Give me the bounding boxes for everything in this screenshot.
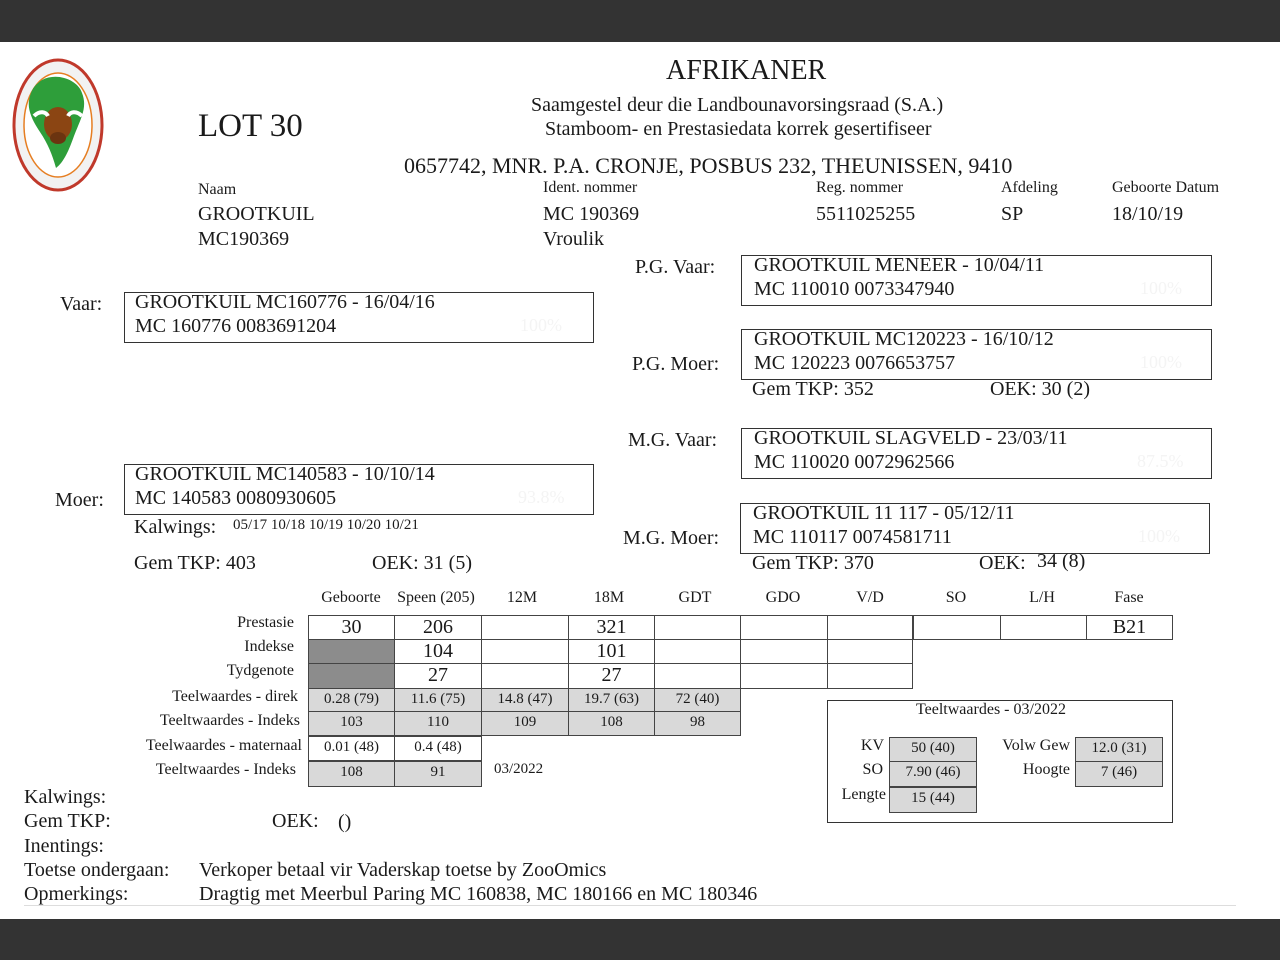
moer-pct: 93.8% bbox=[518, 487, 565, 507]
hdr-geboorte: Geboorte bbox=[321, 589, 381, 606]
mg-vaar-pct: 87.5% bbox=[1137, 451, 1184, 471]
volw-gew-label: Volw Gew bbox=[1002, 737, 1070, 754]
mg-moer-id: MC 110117 0074581711 bbox=[753, 526, 952, 548]
tydgenote-18m: 27 bbox=[568, 663, 655, 689]
moer-kalwings-label: Kalwings: bbox=[134, 516, 217, 538]
pg-vaar-label: P.G. Vaar: bbox=[635, 256, 716, 278]
top-bar bbox=[0, 0, 1280, 42]
footer-oek-label: OEK: bbox=[272, 810, 319, 832]
prestasie-18m: 321 bbox=[568, 615, 655, 640]
tw-maternaal-speen: 0.4 (48) bbox=[394, 736, 482, 761]
hdr-lh: L/H bbox=[1029, 589, 1055, 606]
reg-value: 5511025255 bbox=[816, 203, 916, 225]
subtitle-line2: Stamboom- en Prestasiedata korrek gesertifiseer bbox=[545, 118, 932, 140]
naam-value2: MC190369 bbox=[198, 228, 290, 250]
tw-indeks2-geboorte: 108 bbox=[308, 761, 395, 787]
tw-direk-gdt: 72 (40) bbox=[654, 688, 741, 712]
hdr-so: SO bbox=[945, 589, 967, 606]
prestasie-vd bbox=[827, 615, 913, 640]
so-label: SO bbox=[862, 761, 883, 778]
geboorte-value: 18/10/19 bbox=[1112, 203, 1184, 225]
pg-vaar-id: MC 110010 0073347940 bbox=[754, 278, 955, 300]
footer-opm-value: Dragtig met Meerbul Paring MC 160838, MC 180166 en MC 180346 bbox=[199, 883, 758, 905]
tydgenote-12m bbox=[481, 663, 569, 689]
hdr-12m: 12M bbox=[506, 589, 538, 606]
pg-moer-tkp: Gem TKP: 352 bbox=[752, 378, 874, 400]
pg-moer-label: P.G. Moer: bbox=[632, 353, 720, 375]
indekse-18m: 101 bbox=[568, 639, 655, 664]
pg-moer-name: GROOTKUIL MC120223 - 16/10/12 bbox=[754, 328, 1054, 350]
vaar-box bbox=[124, 292, 594, 343]
footer-toetse-label: Toetse ondergaan: bbox=[24, 859, 170, 881]
hdr-gdt: GDT bbox=[678, 589, 712, 606]
lengte-label: Lengte bbox=[841, 786, 886, 803]
bottom-bar bbox=[0, 919, 1280, 960]
mg-moer-pct: 100% bbox=[1138, 526, 1180, 546]
moer-box bbox=[124, 464, 594, 515]
pg-vaar-name: GROOTKUIL MENEER - 10/04/11 bbox=[754, 254, 1045, 276]
prestasie-lh bbox=[1000, 615, 1087, 640]
tydgenote-vd bbox=[827, 663, 913, 689]
hdr-vd: V/D bbox=[856, 589, 884, 606]
mg-moer-oek: 34 (8) bbox=[1037, 550, 1086, 572]
tw-direk-geboorte: 0.28 (79) bbox=[308, 688, 395, 712]
vaar-label: Vaar: bbox=[60, 293, 103, 315]
reg-label: Reg. nommer bbox=[816, 179, 904, 196]
mg-moer-name: GROOTKUIL 11 117 - 05/12/11 bbox=[753, 502, 1015, 524]
indekse-gdt bbox=[654, 639, 741, 664]
teeltwaardes-box bbox=[827, 700, 1173, 823]
tydgenote-gdt bbox=[654, 663, 741, 689]
indekse-speen: 104 bbox=[394, 639, 482, 664]
kv-value: 50 (40) bbox=[889, 737, 977, 762]
tw-indeks1-speen: 110 bbox=[394, 711, 482, 736]
naam-value: GROOTKUIL bbox=[198, 203, 315, 225]
indekse-gdo bbox=[740, 639, 828, 664]
pg-moer-box bbox=[741, 329, 1212, 380]
vaar-name: GROOTKUIL MC160776 - 16/04/16 bbox=[135, 291, 435, 313]
tw-indeks1-geboorte: 103 bbox=[308, 711, 395, 736]
moer-id: MC 140583 0080930605 bbox=[135, 487, 337, 509]
moer-oek: OEK: 31 (5) bbox=[372, 552, 472, 574]
hdr-gdo: GDO bbox=[765, 589, 801, 606]
owner-line: 0657742, MNR. P.A. CRONJE, POSBUS 232, THEUNISSEN, 9410 bbox=[404, 153, 1013, 178]
prestasie-geboorte: 30 bbox=[308, 615, 395, 640]
mg-moer-oek-label: OEK: bbox=[979, 552, 1026, 574]
mg-moer-tkp: Gem TKP: 370 bbox=[752, 552, 874, 574]
afdeling-value: SP bbox=[1001, 203, 1024, 225]
row-label-tw-maternaal: Teelwaardes - maternaal bbox=[145, 737, 302, 754]
kv-label: KV bbox=[860, 737, 884, 754]
moer-kalwings: 05/17 10/18 10/19 10/20 10/21 bbox=[233, 517, 419, 533]
row-label-tw-indeks1: Teeltwaardes - Indeks bbox=[159, 712, 300, 729]
indekse-vd bbox=[827, 639, 913, 664]
moer-label: Moer: bbox=[55, 489, 104, 511]
so-value: 7.90 (46) bbox=[889, 761, 977, 787]
subtitle-line1: Saamgestel deur die Landbounavorsingsraad (S.A.) bbox=[531, 94, 944, 116]
lot-number: LOT 30 bbox=[198, 108, 303, 144]
sex-value: Vroulik bbox=[543, 228, 605, 250]
moer-tkp: Gem TKP: 403 bbox=[134, 552, 256, 574]
indekse-geboorte bbox=[308, 639, 395, 664]
mg-moer-label: M.G. Moer: bbox=[623, 527, 720, 549]
tw-direk-18m: 19.7 (63) bbox=[568, 688, 655, 712]
volw-gew-value: 12.0 (31) bbox=[1075, 737, 1163, 762]
indekse-12m bbox=[481, 639, 569, 664]
pg-moer-id: MC 120223 0076653757 bbox=[754, 352, 956, 374]
hoogte-value: 7 (46) bbox=[1075, 761, 1163, 787]
afrikaner-logo bbox=[12, 58, 104, 192]
footer-oek-value: () bbox=[338, 811, 352, 833]
naam-label: Naam bbox=[198, 181, 237, 198]
ident-value: MC 190369 bbox=[543, 203, 640, 225]
footer-opm-label: Opmerkings: bbox=[24, 883, 129, 905]
tw-indeks1-18m: 108 bbox=[568, 711, 655, 736]
tydgenote-geboorte bbox=[308, 663, 395, 689]
footer-kalwings: Kalwings: bbox=[24, 786, 107, 808]
lengte-value: 15 (44) bbox=[889, 787, 977, 813]
row-label-indekse: Indekse bbox=[244, 638, 294, 655]
prestasie-gdo bbox=[740, 615, 828, 640]
mg-vaar-box bbox=[741, 428, 1212, 479]
pg-moer-pct: 100% bbox=[1140, 352, 1182, 372]
footer-toetse-value: Verkoper betaal vir Vaderskap toetse by ZooOmics bbox=[199, 859, 607, 881]
hdr-fase: Fase bbox=[1114, 589, 1144, 606]
pg-vaar-pct: 100% bbox=[1140, 278, 1182, 298]
mg-vaar-label: M.G. Vaar: bbox=[628, 429, 718, 451]
mg-vaar-id: MC 110020 0072962566 bbox=[754, 451, 955, 473]
prestasie-12m bbox=[481, 615, 569, 640]
tw-box-title: Teeltwaardes - 03/2022 bbox=[916, 701, 1066, 718]
tw-date: 03/2022 bbox=[494, 761, 544, 777]
prestasie-fase: B21 bbox=[1086, 615, 1173, 640]
vaar-id: MC 160776 0083691204 bbox=[135, 315, 337, 337]
prestasie-speen: 206 bbox=[394, 615, 482, 640]
pg-vaar-box bbox=[741, 255, 1212, 306]
mg-moer-box bbox=[740, 503, 1210, 554]
hdr-18m: 18M bbox=[593, 589, 625, 606]
row-label-tw-direk: Teelwaardes - direk bbox=[172, 688, 298, 705]
breed-title: AFRIKANER bbox=[666, 55, 827, 86]
footer-inentings: Inentings: bbox=[24, 835, 104, 857]
prestasie-gdt bbox=[654, 615, 741, 640]
afdeling-label: Afdeling bbox=[1001, 179, 1058, 196]
footer-tkp: Gem TKP: bbox=[24, 810, 111, 832]
moer-name: GROOTKUIL MC140583 - 10/10/14 bbox=[135, 463, 435, 485]
footer-divider bbox=[24, 905, 1236, 906]
vaar-pct: 100% bbox=[520, 315, 562, 335]
tw-maternaal-geboorte: 0.01 (48) bbox=[308, 736, 395, 761]
geboorte-label: Geboorte Datum bbox=[1112, 179, 1220, 196]
hoogte-label: Hoogte bbox=[1022, 761, 1070, 778]
row-label-tw-indeks2: Teeltwaardes - Indeks bbox=[155, 761, 296, 778]
ident-label: Ident. nommer bbox=[543, 179, 638, 196]
row-label-prestasie: Prestasie bbox=[237, 614, 294, 631]
hdr-speen: Speen (205) bbox=[397, 589, 475, 606]
mg-vaar-name: GROOTKUIL SLAGVELD - 23/03/11 bbox=[754, 427, 1068, 449]
tydgenote-gdo bbox=[740, 663, 828, 689]
prestasie-so bbox=[913, 615, 1001, 640]
tw-indeks1-12m: 109 bbox=[481, 711, 569, 736]
pg-moer-oek: OEK: 30 (2) bbox=[990, 378, 1090, 400]
tydgenote-speen: 27 bbox=[394, 663, 482, 689]
tw-direk-speen: 11.6 (75) bbox=[394, 688, 482, 712]
tw-indeks2-speen: 91 bbox=[394, 761, 482, 787]
tw-direk-12m: 14.8 (47) bbox=[481, 688, 569, 712]
tw-indeks1-gdt: 98 bbox=[654, 711, 741, 736]
row-label-tydgenote: Tydgenote bbox=[226, 662, 294, 679]
